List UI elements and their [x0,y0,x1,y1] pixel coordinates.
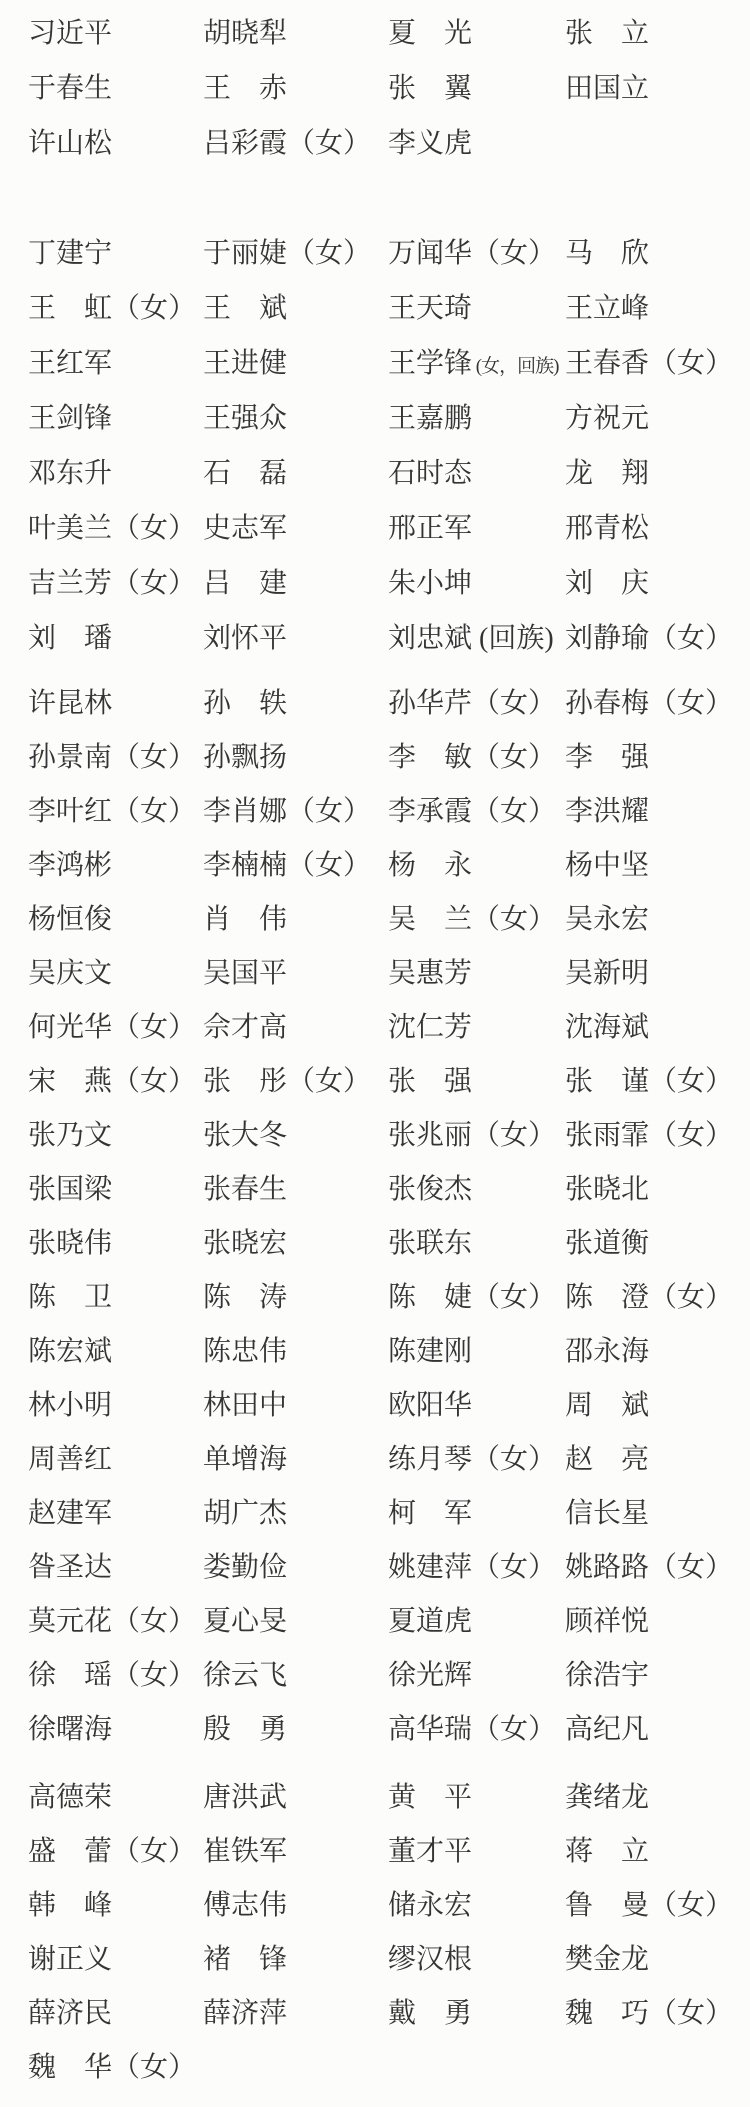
name-row [0,1325,750,1379]
name-cell: 王强众 [203,402,288,434]
name-cell: 杨恒俊 [28,904,113,935]
name-cell: 夏心旻 [203,1606,288,1637]
name-cell: 石时态 [388,457,473,489]
name-cell: 魏 华（女） [28,2052,197,2083]
name-cell: 张 翼 [388,72,473,104]
name-cell: 殷 勇 [203,1714,288,1745]
name-row [0,501,750,556]
name-row [0,1379,750,1433]
name-cell: 李鸿彬 [28,850,113,881]
name-cell: 丁建宁 [28,237,113,269]
name-cell: 徐云飞 [203,1660,288,1691]
name-cell: 习近平 [28,17,113,49]
name-cell: 龙 翔 [565,457,650,489]
name-cell: 马 欣 [565,237,650,269]
name-cell: 刘 璠 [28,622,113,654]
name-cell: 史志军 [203,512,288,544]
name-cell: 李洪耀 [565,796,650,827]
name-cell: 龚绪龙 [565,1782,650,1813]
name-cell: 缪汉根 [388,1944,473,1975]
name-cell: 吕彩霞（女） [203,127,372,159]
name-cell: 吕 建 [203,567,288,599]
name-row [0,1541,750,1595]
name-cell: 吉兰芳（女） [28,567,197,599]
name-cell: 朱小坤 [388,567,473,599]
name-cell: 万闻华（女） [388,237,557,269]
name-cell: 薛济民 [28,1998,113,2029]
name-cell: 王学锋 (女，回族) [388,347,559,379]
name-cell: 于春生 [28,72,113,104]
name-row [0,893,750,947]
name-cell: 张俊杰 [388,1174,473,1205]
name-cell: 佘才高 [203,1012,288,1043]
name-cell: 张晓伟 [28,1228,113,1259]
name-row [0,1825,750,1879]
name-row [0,1271,750,1325]
name-block [0,1771,750,2095]
name-row [0,1879,750,1933]
name-cell: 魏 巧（女） [565,1998,734,2029]
name-cell: 李 敏（女） [388,742,557,773]
name-cell: 胡晓犁 [203,17,288,49]
name-block [0,6,750,171]
name-cell: 赵建军 [28,1498,113,1529]
name-cell: 何光华（女） [28,1012,197,1043]
name-row [0,6,750,61]
name-cell: 王 赤 [203,72,288,104]
name-cell: 鲁 曼（女） [565,1890,734,1921]
name-cell: 盛 蕾（女） [28,1836,197,1867]
name-cell: 王天琦 [388,292,473,324]
name-cell: 张 强 [388,1066,473,1097]
name-cell: 孙春梅（女） [565,688,734,719]
name-row [0,2041,750,2095]
name-row [0,281,750,336]
name-cell: 周 斌 [565,1390,650,1421]
name-cell: 肖 伟 [203,904,288,935]
name-cell: 吴新明 [565,958,650,989]
name-row [0,1933,750,1987]
name-cell: 夏 光 [388,17,473,49]
name-cell: 李楠楠（女） [203,850,372,881]
name-row [0,336,750,391]
name-cell: 孙华芹（女） [388,688,557,719]
name-cell: 沈海斌 [565,1012,650,1043]
name-cell: 顾祥悦 [565,1606,650,1637]
name-cell: 陈建刚 [388,1336,473,1367]
name-cell: 莫元花（女） [28,1606,197,1637]
name-cell: 傅志伟 [203,1890,288,1921]
name-cell: 杨中坚 [565,850,650,881]
name-cell: 夏道虎 [388,1606,473,1637]
name-cell: 王剑锋 [28,402,113,434]
name-cell: 张雨霏（女） [565,1120,734,1151]
name-cell: 于丽婕（女） [203,237,372,269]
name-cell: 储永宏 [388,1890,473,1921]
name-cell: 王嘉鹏 [388,402,473,434]
name-cell: 李义虎 [388,127,473,159]
name-row [0,731,750,785]
name-cell: 褚 锋 [203,1944,288,1975]
name-cell: 邓东升 [28,457,113,489]
name-cell: 单增海 [203,1444,288,1475]
name-cell: 孙景南（女） [28,742,197,773]
name-cell: 崔铁军 [203,1836,288,1867]
name-cell: 李承霞（女） [388,796,557,827]
name-cell: 欧阳华 [388,1390,473,1421]
name-cell: 练月琴（女） [388,1444,557,1475]
name-cell: 吴国平 [203,958,288,989]
name-cell: 徐浩宇 [565,1660,650,1691]
name-row [0,1109,750,1163]
name-row [0,61,750,116]
name-cell: 吴惠芳 [388,958,473,989]
name-cell: 徐曙海 [28,1714,113,1745]
name-cell: 张乃文 [28,1120,113,1151]
name-cell: 张道衡 [565,1228,650,1259]
name-cell: 陈 澄（女） [565,1282,734,1313]
name-row [0,226,750,281]
name-cell: 徐 瑶（女） [28,1660,197,1691]
name-cell: 樊金龙 [565,1944,650,1975]
name-row [0,1771,750,1825]
name-cell: 宋 燕（女） [28,1066,197,1097]
name-cell: 薛济萍 [203,1998,288,2029]
name-cell: 娄勤俭 [203,1552,288,1583]
name-row [0,391,750,446]
name-cell: 张兆丽（女） [388,1120,557,1151]
name-cell: 林小明 [28,1390,113,1421]
name-cell: 黄 平 [388,1782,473,1813]
name-cell: 沈仁芳 [388,1012,473,1043]
name-cell: 邵永海 [565,1336,650,1367]
name-cell: 陈忠伟 [203,1336,288,1367]
name-cell: 张 谨（女） [565,1066,734,1097]
name-row [0,1001,750,1055]
name-row [0,839,750,893]
name-cell: 王立峰 [565,292,650,324]
name-cell: 谢正义 [28,1944,113,1975]
name-cell: 唐洪武 [203,1782,288,1813]
name-cell: 王 斌 [203,292,288,324]
name-row [0,1703,750,1757]
name-cell: 刘忠斌 (回族) [388,622,554,654]
name-cell: 孙 轶 [203,688,288,719]
name-cell: 王红军 [28,347,113,379]
name-cell: 吴 兰（女） [388,904,557,935]
name-cell: 张春生 [203,1174,288,1205]
name-cell: 石 磊 [203,457,288,489]
name-cell: 林田中 [203,1390,288,1421]
name-cell: 戴 勇 [388,1998,473,2029]
name-cell: 孙飘扬 [203,742,288,773]
name-block [0,226,750,666]
name-cell: 赵 亮 [565,1444,650,1475]
name-row [0,611,750,666]
name-cell: 刘怀平 [203,622,288,654]
name-cell: 许山松 [28,127,113,159]
name-cell: 王进健 [203,347,288,379]
name-cell: 胡广杰 [203,1498,288,1529]
name-cell: 昝圣达 [28,1552,113,1583]
name-row [0,1987,750,2041]
name-cell: 吴庆文 [28,958,113,989]
name-row [0,1487,750,1541]
name-row [0,1163,750,1217]
name-cell: 刘 庆 [565,567,650,599]
name-cell: 柯 军 [388,1498,473,1529]
name-cell: 张国梁 [28,1174,113,1205]
name-cell: 韩 峰 [28,1890,113,1921]
name-cell: 陈 婕（女） [388,1282,557,1313]
name-row [0,1055,750,1109]
name-cell: 张晓北 [565,1174,650,1205]
name-cell: 信长星 [565,1498,650,1529]
name-cell: 高纪凡 [565,1714,650,1745]
name-block [0,677,750,1757]
name-cell: 方祝元 [565,402,650,434]
name-cell: 董才平 [388,1836,473,1867]
name-cell: 张 彤（女） [203,1066,372,1097]
name-cell: 李 强 [565,742,650,773]
name-row [0,446,750,501]
name-cell: 姚路路（女） [565,1552,734,1583]
name-row [0,1433,750,1487]
name-cell: 蒋 立 [565,1836,650,1867]
name-cell: 刘静瑜（女） [565,622,734,654]
name-cell: 田国立 [565,72,650,104]
name-cell: 吴永宏 [565,904,650,935]
name-row [0,1649,750,1703]
name-cell: 邢青松 [565,512,650,544]
name-cell: 张大冬 [203,1120,288,1151]
name-cell: 张 立 [565,17,650,49]
name-cell: 姚建萍（女） [388,1552,557,1583]
name-list [0,6,750,2095]
name-cell: 陈 卫 [28,1282,113,1313]
name-cell: 周善红 [28,1444,113,1475]
name-cell: 邢正军 [388,512,473,544]
name-cell: 张晓宏 [203,1228,288,1259]
name-cell: 李肖娜（女） [203,796,372,827]
name-cell: 张联东 [388,1228,473,1259]
name-row [0,947,750,1001]
name-cell: 杨 永 [388,850,473,881]
name-cell: 高华瑞（女） [388,1714,557,1745]
name-cell: 王春香（女） [565,347,734,379]
name-row [0,1595,750,1649]
name-row [0,677,750,731]
gender-ethnicity-note: (女，回族) [472,355,559,377]
name-cell: 叶美兰（女） [28,512,197,544]
name-cell: 李叶红（女） [28,796,197,827]
name-cell: 陈宏斌 [28,1336,113,1367]
name-cell: 高德荣 [28,1782,113,1813]
name-row [0,556,750,611]
name-cell: 王 虹（女） [28,292,197,324]
name-row [0,785,750,839]
name-cell: 徐光辉 [388,1660,473,1691]
name-row [0,116,750,171]
name-cell: 陈 涛 [203,1282,288,1313]
name-row [0,1217,750,1271]
name-cell: 许昆林 [28,688,113,719]
